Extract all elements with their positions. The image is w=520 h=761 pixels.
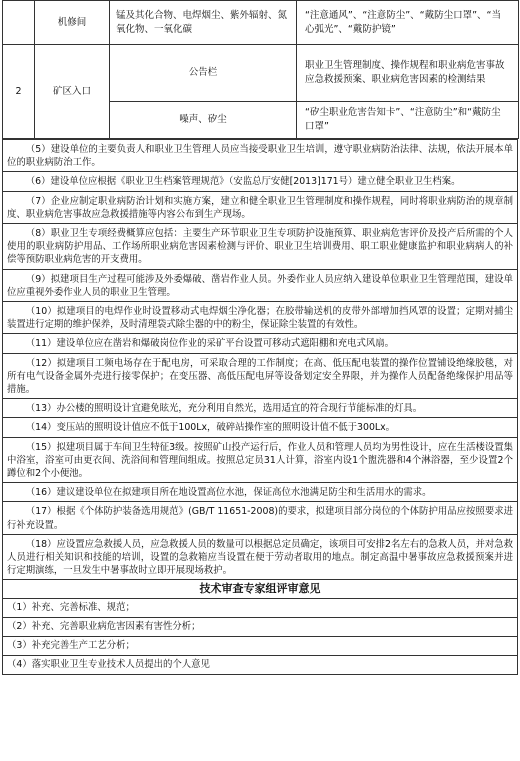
measure-paragraph: （12）拟建项目工频电场存在于配电房，可采取合理的工作制度；在高、低压配电装置的操作位置铺设绝缘胶毯，对所有电气设备金属外壳进行接零保护；在变压器、高低压配电屏等设备划定安全界限，并为操作人员配备绝缘保护用品等措施。 bbox=[3, 353, 518, 399]
measure-paragraph: （17）根据《个体防护装备选用规范》(GB/T 11651-2008)的要求，拟建项目部分岗位的个体防护用品应按照要求进行补充设置。 bbox=[3, 502, 518, 534]
document-page bbox=[2, 0, 518, 675]
measure-paragraph: （16）建议建设单位在拟建项目所在地设置高位水池，保证高位水池满足防尘和生活用水的需求。 bbox=[3, 483, 518, 502]
table-row bbox=[3, 45, 519, 102]
table-row bbox=[3, 1, 519, 45]
review-opinion: （4）落实职业卫生专业技术人员提出的个人意见 bbox=[3, 656, 518, 675]
measure-paragraph: （9）拟建项目生产过程可能涉及外委爆破、凿岩作业人员。外委作业人员应纳入建设单位职业卫生管理范围，建设单位应重视外委作业人员的职业卫生管理。 bbox=[3, 269, 518, 301]
measure-paragraph: （13）办公楼的照明设计宜避免眩光，充分利用自然光，选用适宜的符合现行节能标准的灯具。 bbox=[3, 399, 518, 418]
review-opinion: （3）补充完善生产工艺分析； bbox=[3, 637, 518, 656]
measures-table bbox=[2, 139, 518, 675]
sign-cell: “注意通风”、“注意防尘”、“戴防尘口罩”、“当心弧光”、“戴防护镜” bbox=[297, 1, 519, 45]
content-cell: 职业卫生管理制度、操作规程和职业病危害事故应急救援预案、职业病危害因素的检测结果 bbox=[297, 45, 519, 102]
review-opinion: （2）补充、完善职业病危害因素有害性分析； bbox=[3, 618, 518, 637]
row-number-cell: 2 bbox=[3, 45, 35, 139]
signage-table bbox=[2, 0, 519, 139]
measure-paragraph: （18）应设置应急救援人员，应急救援人员的数量可以根据总定员确定，该项目可安排2名左右的急救人员，并对急救人员进行相关知识和技能的培训，设置的急救箱应当设置在便于劳动者取用的地点。制定高温中暑事故应急救援预案并进行定期演练，一旦发生中暑事故时立即开展现场救护。 bbox=[3, 534, 518, 580]
empty-cell bbox=[3, 1, 35, 45]
place-cell: 矿区入口 bbox=[35, 45, 110, 139]
review-opinion: （1）补充、完善标准、规范； bbox=[3, 599, 518, 618]
item-cell: 公告栏 bbox=[110, 45, 297, 102]
measure-paragraph: （11）建设单位应在凿岩和爆破岗位作业的采矿平台设置可移动式遮阳棚和充电式风扇。 bbox=[3, 334, 518, 353]
place-cell: 机修间 bbox=[35, 1, 110, 45]
review-title: 技术审查专家组评审意见 bbox=[3, 580, 518, 599]
item-cell: 噪声、矽尘 bbox=[110, 102, 297, 139]
measure-paragraph: （14）变压站的照明设计值应不低于100Lx，破碎站操作室的照明设计值不低于300Lx。 bbox=[3, 418, 518, 437]
measure-paragraph: （15）拟建项目属于车间卫生特征3级。按照矿山投产运行后，作业人员和管理人员均为男性设计，应在生活楼设置集中浴室，浴室可由更衣间、洗浴间和管理间组成。按照总定员31人计算，浴室内设1个盥洗器和4个淋浴器，至少设置2个蹲位和2个小便池。 bbox=[3, 437, 518, 483]
measure-paragraph: （10）拟建项目的电焊作业时设置移动式电焊烟尘净化器；在胶带输送机的皮带外部增加挡风罩的设置；定期对捕尘装置进行定期的维护保养，及时清理袋式除尘器的中的粉尘，保证除尘装置的有效性。 bbox=[3, 302, 518, 334]
measure-paragraph: （5）建设单位的主要负责人和职业卫生管理人员应当接受职业卫生培训，遵守职业病防治法律、法规，依法开展本单位的职业病防治工作。 bbox=[3, 140, 518, 172]
measure-paragraph: （6）建设单位应根据《职业卫生档案管理规范》（安监总厅安健[2013]171号）建立健全职业卫生档案。 bbox=[3, 172, 518, 191]
measure-paragraph: （7）企业应制定职业病防治计划和实施方案，建立和健全职业卫生管理制度和操作规程，同时将职业病防治的规章制度、职业病危害事故应急救援措施等内容公布到生产现场。 bbox=[3, 191, 518, 223]
measure-paragraph: （8）职业卫生专项经费概算应包括：主要生产环节职业卫生专项防护设施预算、职业病危害评价及投产后所需的个人使用的职业病防护用品、工作场所职业病危害因素检测与评价、职业卫生培训费用、职工职业健康监护和职业病病人的补偿等预防职业病危害的开支费用。 bbox=[3, 224, 518, 270]
content-cell: “矽尘职业危害告知卡”、“注意防尘”和“戴防尘口罩” bbox=[297, 102, 519, 139]
hazard-cell: 锰及其化合物、电焊烟尘、紫外辐射、氮氧化物、一氧化碳 bbox=[110, 1, 297, 45]
